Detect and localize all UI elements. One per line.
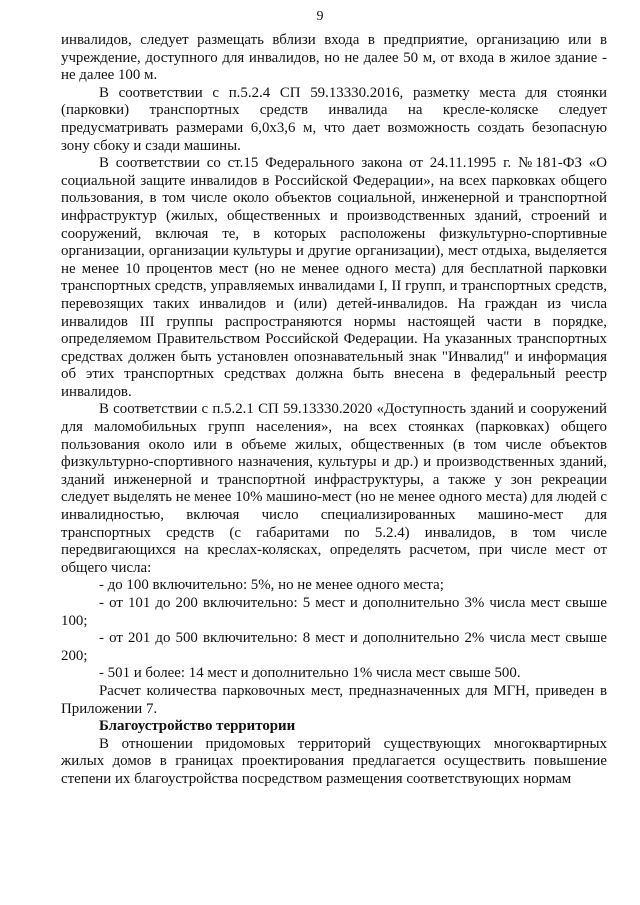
paragraph-parking-dimensions: В соответствии с п.5.2.4 СП 59.13330.2016, разметку места для стоянки (парковки) транспортных средств инвалида на кресле-коляске следует предусматривать размерами 6,0х3,6 м, что дает возможность создать безопасную зону сбоку и сзади машины. xyxy=(61,84,607,154)
list-item: - до 100 включительно: 5%, но не менее одного места; xyxy=(99,577,444,594)
paragraph-appendix-reference: Расчет количества парковочных мест, предназначенных для МГН, приведен в Приложении 7. xyxy=(61,682,607,717)
section-heading: Благоустройство территории xyxy=(99,718,296,735)
paragraph-sp-59: В соответствии с п.5.2.1 СП 59.13330.2020 «Доступность зданий и сооружений для маломобильных групп населения», на всех стоянках (парковках) общего пользования около или в объеме жилых, общественных (в том числе объектов физкультурно-спортивного назначения, культуры и др.) и производственных зданий, зданий инженерной и транспортной инфраструктуры, а также у зон рекреации следует выделять не менее 10% машино-мест (но не менее одного места) для людей с инвалидностью, включая число специализированных машино-мест для транспортных средств (с габаритами по 5.2.4) инвалидов, в том числе передвигающихся на креслах-колясках, определять расчетом, при числе мест от общего числа: xyxy=(61,401,607,576)
paragraph-landscaping: В отношении придомовых территорий существующих многоквартирных жилых домов в границах проектирования предлагается осуществить повышение степени их благоустройства посредством размещения соответствующих нормам xyxy=(61,735,607,787)
list-item: - 501 и более: 14 мест и дополнительно 1% числа мест свыше 500. xyxy=(99,665,521,682)
page-number: 9 xyxy=(316,9,324,24)
document-body xyxy=(61,32,607,789)
list-item: - от 101 до 200 включительно: 5 мест и дополнительно 3% числа мест свыше 100; xyxy=(61,595,607,629)
paragraph-continuation: инвалидов, следует размещать вблизи входа в предприятие, организацию или в учреждение, доступного для инвалидов, но не далее 50 м, от входа в жилое здание - не далее 100 м. xyxy=(61,32,607,84)
list-item: - от 201 до 500 включительно: 8 мест и дополнительно 2% числа мест свыше 200; xyxy=(61,630,607,664)
paragraph-federal-law: В соответствии со ст.15 Федерального закона от 24.11.1995 г. №181-ФЗ «О социальной защите инвалидов в Российской Федерации», на всех парковках общего пользования, в том числе около объектов социальной, инженерной и транспортной инфраструктур (жилых, общественных и производственных зданий, строений и сооружений, включая те, в которых расположены физкультурно-спортивные организации, организации культуры и другие организации), мест отдыха, выделяется не менее 10 процентов мест (но не менее одного места) для бесплатной парковки транспортных средств, управляемых инвалидами I, II групп, и транспортных средств, перевозящих таких инвалидов и (или) детей-инвалидов. На граждан из числа инвалидов III группы распространяются нормы настоящей части в порядке, определяемом Правительством Российской Федерации. На указанных транспортных средствах должен быть установлен опознавательный знак "Инвалид" и информация об этих транспортных средствах должна быть внесена в федеральный реестр инвалидов. xyxy=(61,155,607,400)
